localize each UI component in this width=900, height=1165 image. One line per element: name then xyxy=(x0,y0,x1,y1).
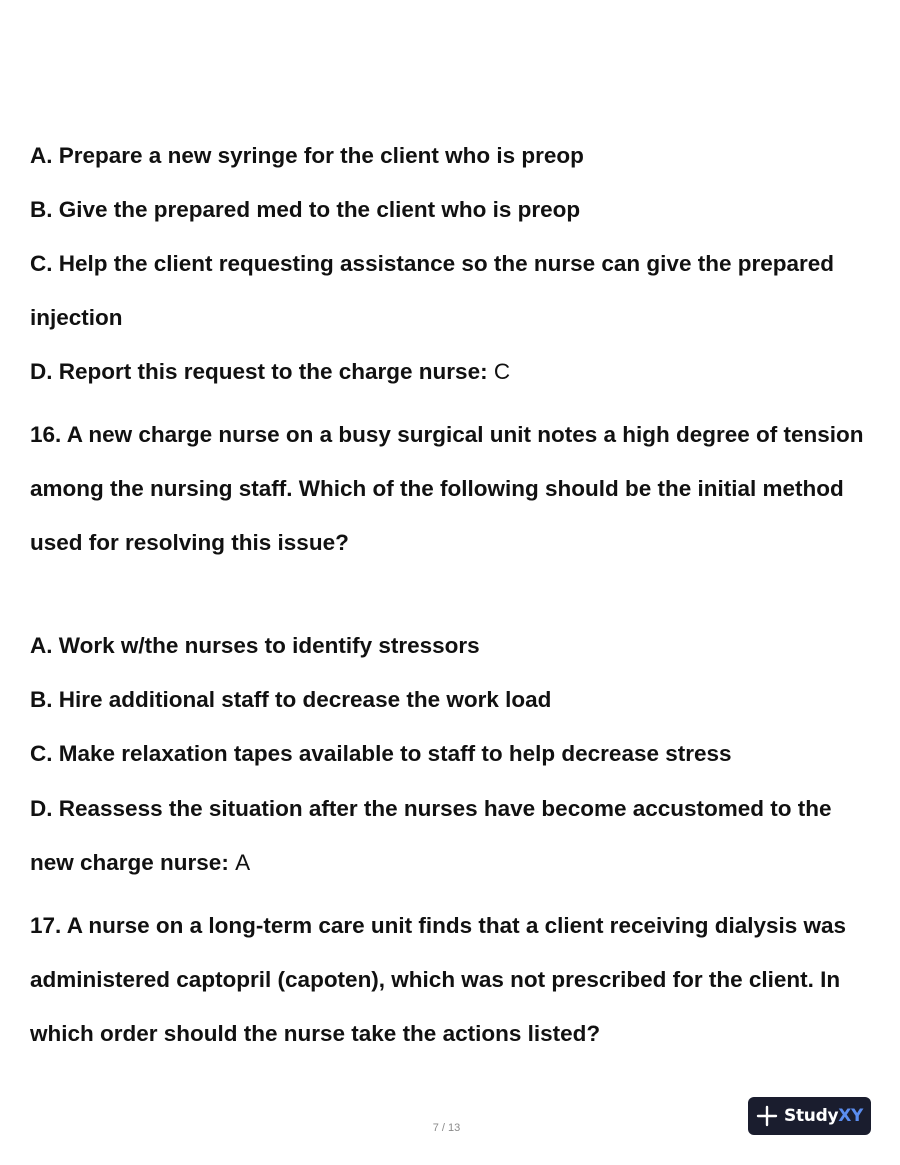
question-line: which order should the nurse take the actions listed? xyxy=(30,1021,601,1046)
option-line: B. Give the prepared med to the client who is preop xyxy=(30,197,581,222)
option-line: C. Help the client requesting assistance so the nurse can give the prepared xyxy=(30,251,834,276)
brand-name: StudyXY xyxy=(784,1106,864,1126)
option-line: A. Work w/the nurses to identify stressors xyxy=(30,633,480,658)
question-line: 16. A new charge nurse on a busy surgical unit notes a high degree of tension xyxy=(30,422,864,447)
answer-line: new charge nurse: A xyxy=(30,850,251,875)
answer-value: A xyxy=(235,850,251,875)
studyxy-logo-button[interactable] xyxy=(748,1097,871,1135)
option-line: B. Hire additional staff to decrease the work load xyxy=(30,687,552,712)
plus-icon xyxy=(756,1105,778,1127)
option-line: A. Prepare a new syringe for the client who is preop xyxy=(30,143,584,168)
question-line: among the nursing staff. Which of the following should be the initial method xyxy=(30,476,844,501)
question-line: administered captopril (capoten), which was not prescribed for the client. In xyxy=(30,967,841,992)
question-line: 17. A nurse on a long-term care unit finds that a client receiving dialysis was xyxy=(30,913,847,938)
question-line: used for resolving this issue? xyxy=(30,530,349,555)
answer-value: C xyxy=(493,359,511,384)
option-line: C. Make relaxation tapes available to staff to help decrease stress xyxy=(30,741,732,766)
answer-line: D. Report this request to the charge nurse: C xyxy=(30,359,511,384)
option-line: injection xyxy=(30,305,123,330)
page-indicator: 7 / 13 xyxy=(432,1122,461,1134)
option-line: D. Reassess the situation after the nurses have become accustomed to the xyxy=(30,796,832,821)
